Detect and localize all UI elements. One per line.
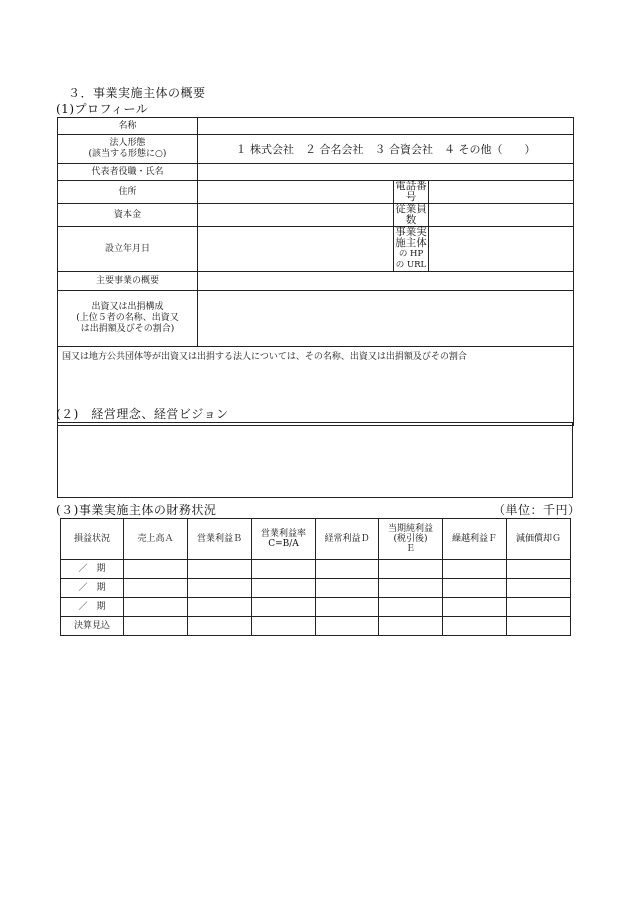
finance-table: [60, 518, 571, 636]
capital-label: 資本金: [58, 204, 198, 227]
established-label: 設立年月日: [58, 227, 198, 272]
row-capital: [58, 204, 574, 227]
finance-cell[interactable]: [124, 617, 188, 636]
finance-row-label: ／ 期: [61, 598, 124, 617]
vision-heading: (２) 経営理念、経営ビジョン: [56, 407, 229, 421]
row-legal-form: [58, 135, 574, 164]
legal-form-options[interactable]: １ 株式会社 ２ 合名会社 ３ 合資会社 ４ その他（ ）: [198, 135, 574, 164]
capital-field[interactable]: [198, 204, 394, 227]
legal-form-label: 法人形態 (該当する形態に○): [58, 135, 198, 164]
phone-field[interactable]: [429, 181, 574, 204]
finance-header-cell: 営業利益Ｂ: [188, 519, 252, 560]
finance-cell[interactable]: [252, 560, 316, 579]
profile-table: [57, 117, 574, 426]
employees-label: 従業員数: [395, 203, 427, 226]
finance-cell[interactable]: [188, 579, 252, 598]
finance-cell[interactable]: [379, 560, 443, 579]
finance-cell[interactable]: [316, 617, 379, 636]
row-investment: [58, 291, 574, 347]
finance-cell[interactable]: [443, 598, 507, 617]
employees-field[interactable]: [429, 204, 574, 227]
name-field[interactable]: [198, 118, 574, 135]
established-field[interactable]: [198, 227, 394, 272]
row-address: [58, 181, 574, 204]
finance-heading: (３)事業実施主体の財務状況: [56, 503, 217, 517]
row-established: [58, 227, 574, 272]
finance-cell[interactable]: [124, 598, 188, 617]
representative-field[interactable]: [198, 164, 574, 181]
finance-cell[interactable]: [443, 617, 507, 636]
finance-cell[interactable]: [507, 579, 571, 598]
finance-row-label: ／ 期: [61, 560, 124, 579]
vision-box[interactable]: [57, 422, 573, 498]
finance-row-label: ／ 期: [61, 579, 124, 598]
row-main-business: [58, 272, 574, 291]
finance-row: [61, 579, 571, 598]
finance-row-label: 決算見込: [61, 617, 124, 636]
finance-row: [61, 617, 571, 636]
finance-cell[interactable]: [188, 560, 252, 579]
finance-cell[interactable]: [252, 617, 316, 636]
finance-cell[interactable]: [379, 598, 443, 617]
row-name: [58, 118, 574, 135]
row-representative: [58, 164, 574, 181]
investment-field[interactable]: [198, 291, 574, 347]
finance-header-row: [61, 519, 571, 560]
finance-cell[interactable]: [379, 617, 443, 636]
finance-unit: （単位：千円）: [493, 503, 581, 517]
section-title: ３．事業実施主体の概要: [68, 86, 206, 100]
hp-url-field[interactable]: [429, 227, 574, 272]
representative-label: 代表者役職・氏名: [58, 164, 198, 181]
finance-header-cell: 当期純利益 (税引後) Ｅ: [379, 519, 443, 560]
finance-cell[interactable]: [316, 560, 379, 579]
hp-url-label: 事業実施主体 の HP の URL: [395, 226, 427, 270]
main-business-field[interactable]: [198, 272, 574, 291]
finance-cell[interactable]: [188, 617, 252, 636]
finance-header-cell: 営業利益率 C=B/A: [252, 519, 316, 560]
finance-cell[interactable]: [507, 598, 571, 617]
finance-header-cell: 売上高Ａ: [124, 519, 188, 560]
address-field[interactable]: [198, 181, 394, 204]
finance-header-cell: 損益状況: [61, 519, 124, 560]
main-business-label: 主要事業の概要: [58, 272, 198, 291]
finance-cell[interactable]: [188, 598, 252, 617]
public-note[interactable]: 国又は地方公共団体等が出資又は出捐する法人については、その名称、出資又は出捐額及びその割合: [58, 347, 574, 426]
finance-cell[interactable]: [124, 579, 188, 598]
profile-heading: (1)プロフィール: [56, 102, 149, 116]
finance-header-cell: 繰越利益Ｆ: [443, 519, 507, 560]
finance-cell[interactable]: [443, 560, 507, 579]
address-label: 住所: [58, 181, 198, 204]
phone-label: 電話番号: [395, 180, 427, 203]
finance-cell[interactable]: [507, 617, 571, 636]
finance-cell[interactable]: [252, 579, 316, 598]
finance-row: [61, 560, 571, 579]
finance-cell[interactable]: [379, 579, 443, 598]
finance-cell[interactable]: [443, 579, 507, 598]
finance-row: [61, 598, 571, 617]
investment-label: 出資又は出捐構成 (上位５者の名称、出資又 は出捐額及びその割合): [58, 291, 198, 347]
finance-cell[interactable]: [252, 598, 316, 617]
name-label: 名称: [58, 118, 198, 135]
finance-header-cell: 経常利益Ｄ: [316, 519, 379, 560]
finance-cell[interactable]: [507, 560, 571, 579]
finance-header-cell: 減価償却Ｇ: [507, 519, 571, 560]
finance-cell[interactable]: [316, 579, 379, 598]
finance-cell[interactable]: [316, 598, 379, 617]
finance-cell[interactable]: [124, 560, 188, 579]
